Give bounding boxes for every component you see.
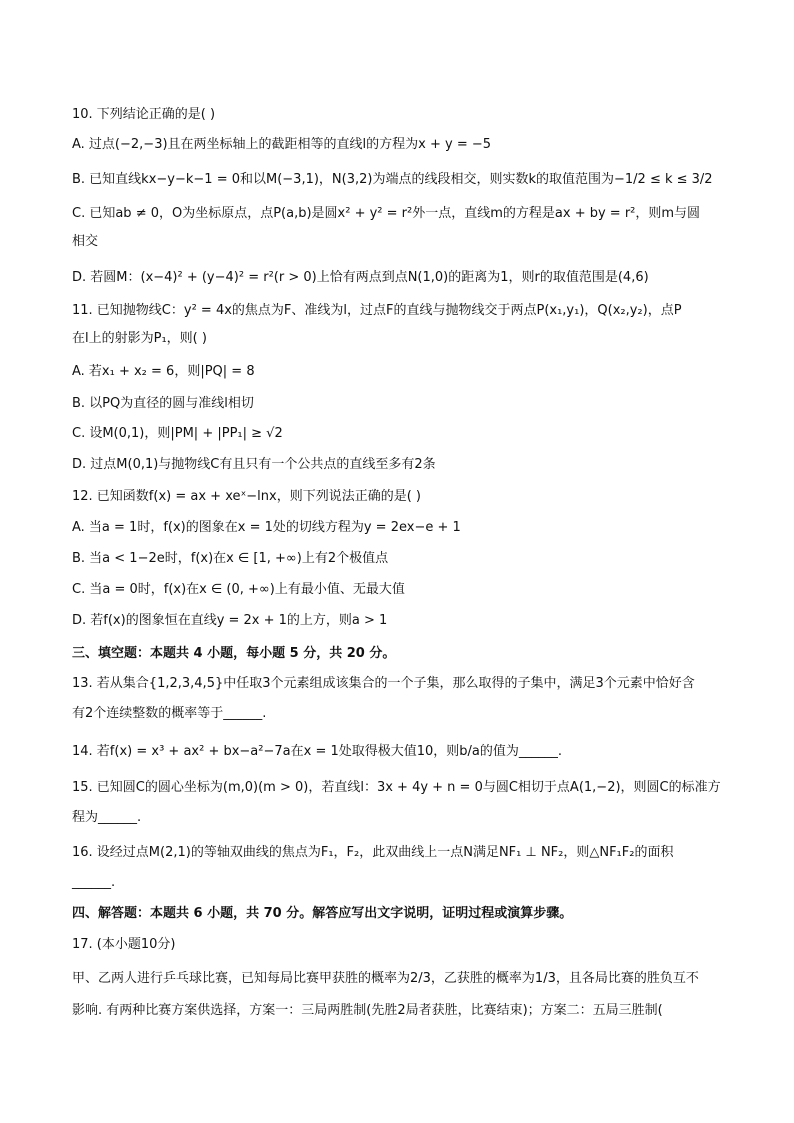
q15-stem: 15. 已知圆C的圆心坐标为(m,0)(m > 0)，若直线l：3x + 4y + n = 0与圆C相切于点A(1,−2)，则圆C的标准方	[72, 780, 721, 795]
q12-option-a: A. 当a = 1时，f(x)的图象在x = 1处的切线方程为y = 2ex−e + 1	[72, 520, 461, 535]
q11-stem: 11. 已知抛物线C：y² = 4x的焦点为F、准线为l，过点F的直线与抛物线交于两点P(x₁,y₁)，Q(x₂,y₂)，点P	[72, 303, 682, 318]
q10-stem: 10. 下列结论正确的是( )	[72, 107, 216, 122]
q10-option-a: A. 过点(−2,−3)且在两坐标轴上的截距相等的直线l的方程为x + y = −5	[72, 137, 492, 152]
q10-option-b: B. 已知直线kx−y−k−1 = 0和以M(−3,1)，N(3,2)为端点的线段相交，则实数k的取值范围为−1/2 ≤ k ≤ 3/2	[72, 172, 713, 187]
q12-option-d: D. 若f(x)的图象恒在直线y = 2x + 1的上方，则a > 1	[72, 613, 388, 628]
q11-option-c: C. 设M(0,1)，则|PM| + |PP₁| ≥ √2	[72, 426, 283, 441]
q11-option-a: A. 若x₁ + x₂ = 6，则|PQ| = 8	[72, 364, 255, 379]
q12-stem: 12. 已知函数f(x) = ax + xeˣ−lnx，则下列说法正确的是( )	[72, 489, 421, 504]
q17-title: 17. (本小题10分)	[72, 937, 176, 952]
q13-stem: 13. 若从集合{1,2,3,4,5}中任取3个元素组成该集合的一个子集，那么取得的子集中，满足3个元素中恰好含	[72, 676, 695, 691]
q10-option-d: D. 若圆M：(x−4)² + (y−4)² = r²(r > 0)上恰有两点到点N(1,0)的距离为1，则r的取值范围是(4,6)	[72, 270, 649, 285]
q11-option-d: D. 过点M(0,1)与抛物线C有且只有一个公共点的直线至多有2条	[72, 457, 436, 472]
section-fill-in-heading: 三、填空题：本题共 4 小题，每小题 5 分，共 20 分。	[72, 646, 396, 661]
q13-stem-cont: 有2个连续整数的概率等于______.	[72, 706, 267, 721]
q10-option-c: C. 已知ab ≠ 0，O为坐标原点，点P(a,b)是圆x² + y² = r²外一点，直线m的方程是ax + by = r²，则m与圆	[72, 206, 701, 221]
q12-option-c: C. 当a = 0时，f(x)在x ∈ (0, +∞)上有最小值、无最大值	[72, 582, 405, 597]
q12-option-b: B. 当a < 1−2e时，f(x)在x ∈ [1, +∞)上有2个极值点	[72, 551, 389, 566]
q11-stem-cont: 在l上的射影为P₁，则( )	[72, 331, 207, 346]
q10-option-c-cont: 相交	[72, 234, 99, 249]
q15-stem-cont: 程为______.	[72, 810, 142, 825]
q17-body-line-2: 影响. 有两种比赛方案供选择，方案一：三局两胜制(先胜2局者获胜，比赛结束)；方案二：五局三胜制(	[72, 1003, 663, 1018]
q16-stem: 16. 设经过点M(2,1)的等轴双曲线的焦点为F₁，F₂，此双曲线上一点N满足NF₁ ⊥ NF₂，则△NF₁F₂的面积	[72, 845, 674, 860]
q17-body-line-1: 甲、乙两人进行乒乓球比赛，已知每局比赛甲获胜的概率为2/3，乙获胜的概率为1/3，且各局比赛的胜负互不	[72, 971, 699, 986]
q16-stem-cont: ______.	[72, 875, 116, 890]
q11-option-b: B. 以PQ为直径的圆与准线l相切	[72, 396, 254, 411]
q14-stem: 14. 若f(x) = x³ + ax² + bx−a²−7a在x = 1处取得极大值10，则b/a的值为______.	[72, 744, 563, 759]
section-answer-heading: 四、解答题：本题共 6 小题，共 70 分。解答应写出文字说明，证明过程或演算步骤。	[72, 906, 573, 921]
